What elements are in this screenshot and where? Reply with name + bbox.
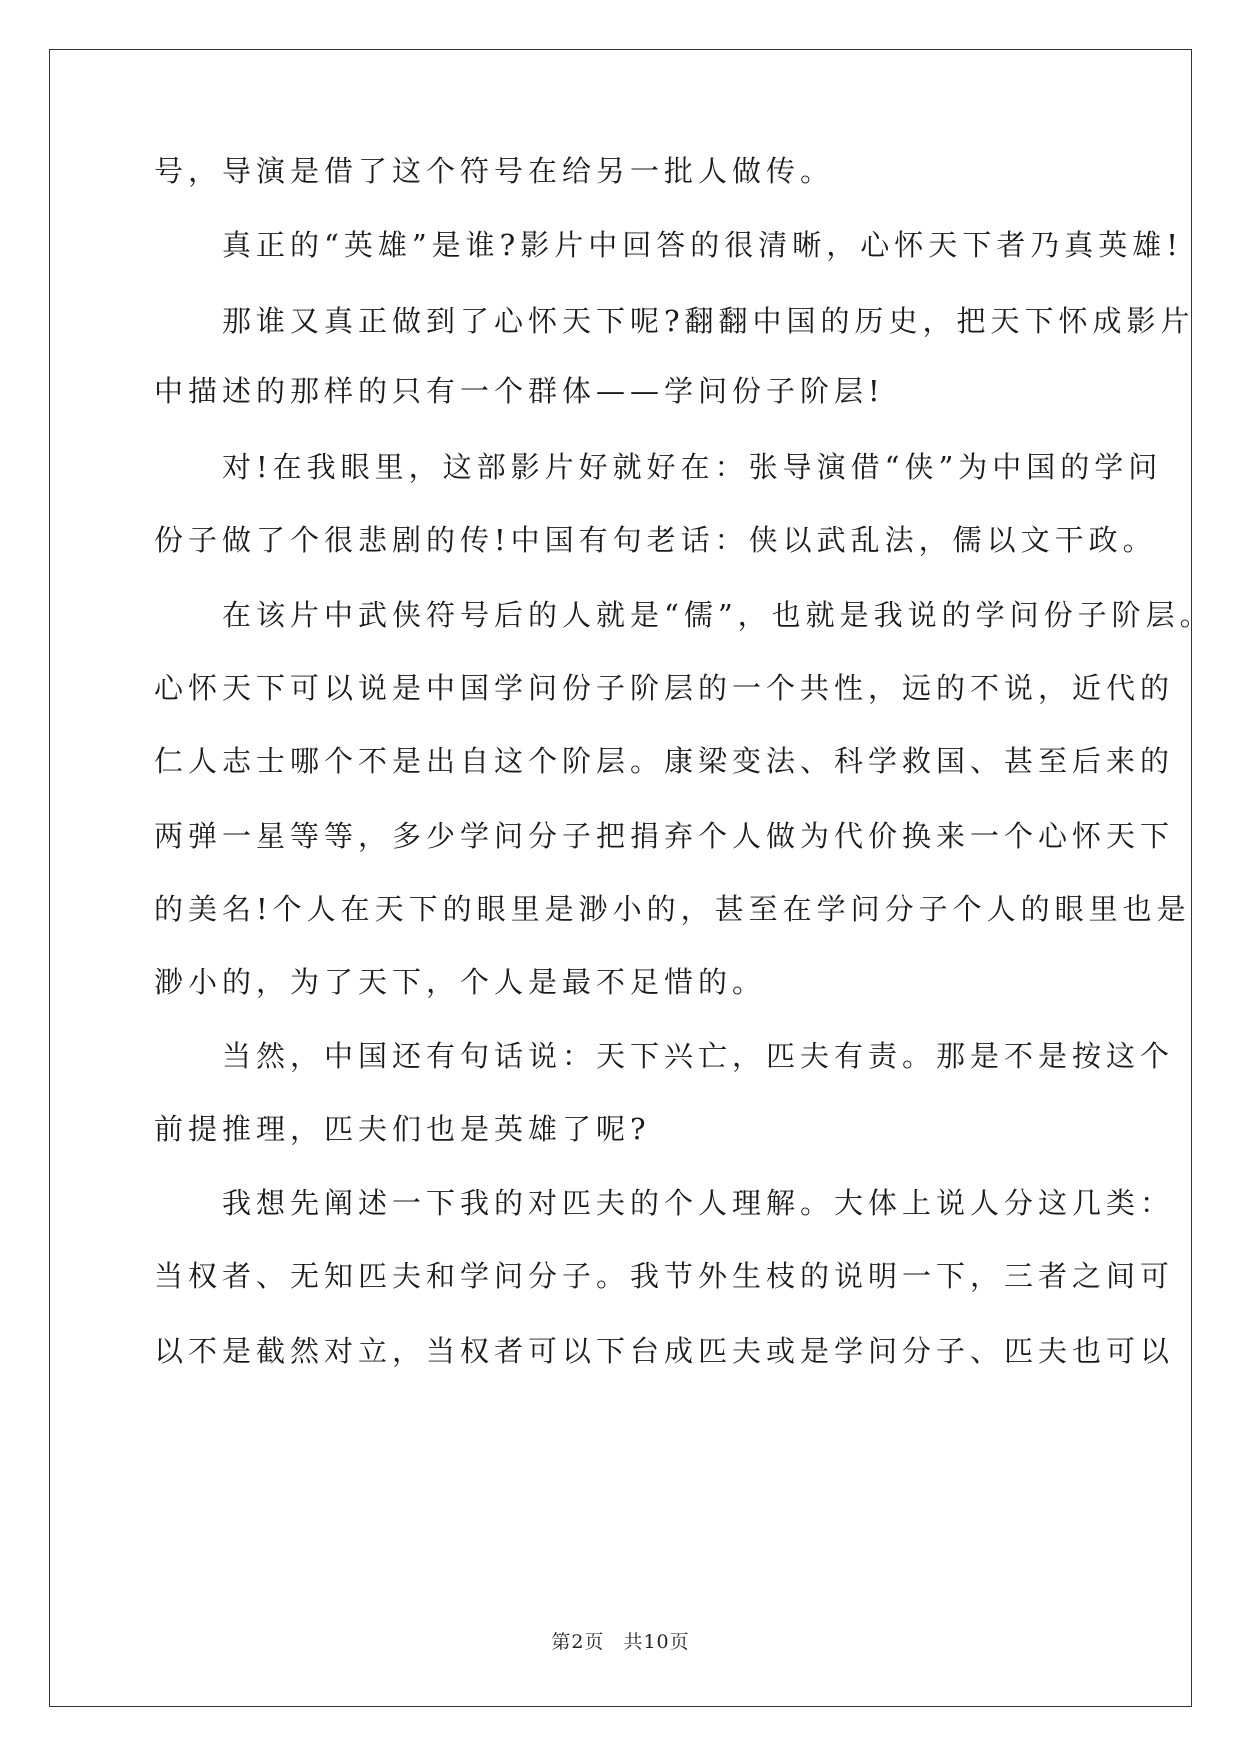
text-line: 真正的“英雄”是谁?影片中回答的很清晰，心怀天下者乃真英雄! bbox=[154, 228, 1183, 262]
page-footer bbox=[0, 1630, 1241, 1654]
text-line: 心怀天下可以说是中国学问份子阶层的一个共性，远的不说，近代的 bbox=[154, 671, 1175, 705]
page-border bbox=[49, 49, 1192, 1707]
text-line: 当权者、无知匹夫和学问分子。我节外生枝的说明一下，三者之间可 bbox=[154, 1259, 1175, 1293]
text-line: 的美名!个人在天下的眼里是渺小的，甚至在学问分子个人的眼里也是 bbox=[154, 892, 1191, 926]
text-line: 以不是截然对立，当权者可以下台成匹夫或是学问分子、匹夫也可以 bbox=[154, 1334, 1175, 1368]
text-line: 仁人志士哪个不是出自这个阶层。康梁变法、科学救国、甚至后来的 bbox=[154, 744, 1175, 778]
text-line: 在该片中武侠符号后的人就是“儒”，也就是我说的学问份子阶层。 bbox=[154, 598, 1214, 632]
text-line: 当然，中国还有句话说：天下兴亡，匹夫有责。那是不是按这个 bbox=[154, 1039, 1175, 1073]
page-number: 第2页 bbox=[551, 1631, 605, 1653]
text-line: 渺小的，为了天下，个人是最不足惜的。 bbox=[154, 965, 767, 999]
text-line: 我想先阐述一下我的对匹夫的个人理解。大体上说人分这几类： bbox=[154, 1186, 1175, 1220]
text-line: 份子做了个很悲剧的传!中国有句老话：侠以武乱法，儒以文干政。 bbox=[154, 523, 1157, 557]
text-line: 前提推理，匹夫们也是英雄了呢? bbox=[154, 1112, 651, 1146]
text-line: 对!在我眼里，这部影片好就好在：张导演借“侠”为中国的学问 bbox=[154, 450, 1163, 484]
text-line: 号，导演是借了这个符号在给另一批人做传。 bbox=[154, 154, 835, 188]
text-line: 两弹一星等等，多少学问分子把捐弃个人做为代价换来一个心怀天下 bbox=[154, 819, 1175, 853]
page-total: 共10页 bbox=[623, 1631, 690, 1653]
text-line: 中描述的那样的只有一个群体——学问份子阶层! bbox=[154, 374, 885, 408]
text-line: 那谁又真正做到了心怀天下呢?翻翻中国的历史，把天下怀成影片 bbox=[154, 304, 1195, 338]
